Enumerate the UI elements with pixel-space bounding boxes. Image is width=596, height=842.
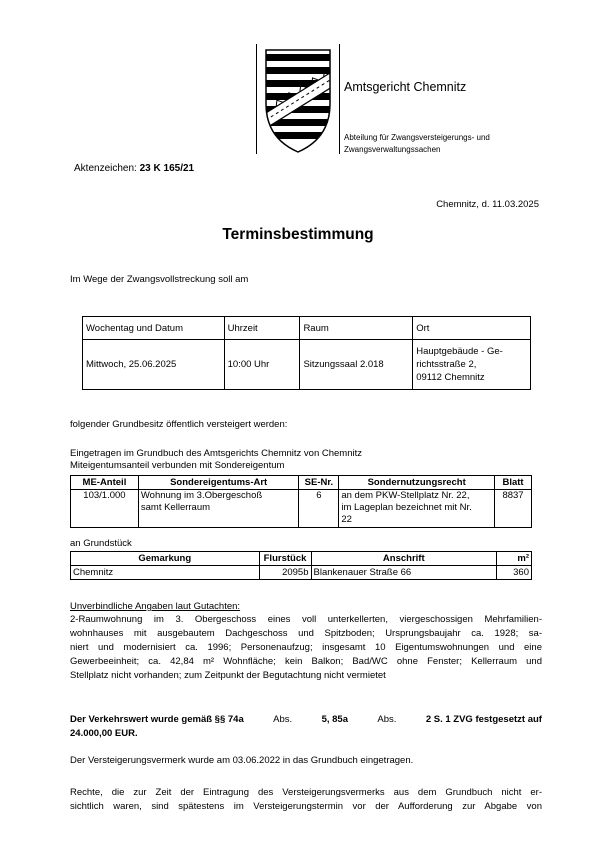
header-cell: Blatt bbox=[495, 476, 532, 490]
header-cell: Wochentag und Datum bbox=[83, 317, 225, 340]
place-line: 09112 Chemnitz bbox=[416, 372, 485, 383]
intro-text: Im Wege der Zwangsvollstreckung soll am bbox=[70, 274, 249, 285]
property-table bbox=[70, 475, 532, 528]
appraisal-line: 2-Raumwohnung im 3. Obergeschoss eines voll unterkellerten, viergeschossigen Mehrfamilien- bbox=[70, 614, 542, 625]
an-grundstueck: an Grundstück bbox=[70, 538, 132, 549]
court-name: Amtsgericht Chemnitz bbox=[344, 80, 467, 94]
registry-line: Eingetragen im Grundbuch des Amtsgerichts Chemnitz von Chemnitz bbox=[70, 448, 362, 459]
market-value-part: Abs. bbox=[273, 714, 293, 725]
file-ref-label: Aktenzeichen: bbox=[74, 163, 137, 174]
header-cell: Sondernutzungsrecht bbox=[339, 476, 495, 490]
header-cell: SE-Nr. bbox=[299, 476, 339, 490]
parcel-cell: 2095b bbox=[259, 566, 311, 580]
appraisal-line: niert und modernisiert ca. 1996; Personenaufzug; insgesamt 10 Eigentumswohnungen und eine bbox=[70, 642, 542, 653]
table-row bbox=[71, 476, 532, 490]
file-reference bbox=[74, 163, 194, 174]
market-value-part: 5, 85a bbox=[321, 714, 348, 725]
type-line: samt Kellerraum bbox=[140, 502, 211, 513]
rights-line: Rechte, die zur Zeit der Eintragung des Versteigerungsvermerks aus dem Grundbuch nicht er- bbox=[70, 787, 542, 798]
usage-line: im Lageplan bezeichnet mit Nr. bbox=[341, 502, 472, 513]
market-value-part: Abs. bbox=[377, 714, 397, 725]
table-row bbox=[71, 566, 532, 580]
appraisal-text bbox=[70, 613, 542, 683]
header-cell: Flurstück bbox=[259, 552, 311, 566]
sheet-cell: 8837 bbox=[495, 490, 532, 528]
auction-text: folgender Grundbesitz öffentlich versteigert werden: bbox=[70, 419, 288, 430]
place-line: richtsstraße 2, bbox=[416, 359, 477, 370]
table-row bbox=[83, 340, 531, 390]
header-cell: Ort bbox=[413, 317, 531, 340]
registry-line: Miteigentumsanteil verbunden mit Sondereigentum bbox=[70, 460, 285, 471]
department-line: Abteilung für Zwangsversteigerungs- und bbox=[344, 133, 490, 142]
header-cell: Anschrift bbox=[311, 552, 497, 566]
rights-line: sichtlich waren, sind spätestens im Versteigerungstermin vor der Aufforderung zur Abgabe von bbox=[70, 801, 542, 812]
appointment-table bbox=[82, 316, 531, 390]
market-value-part: Der Verkehrswert wurde gemäß §§ 74a bbox=[70, 714, 244, 725]
area-cell: 360 bbox=[497, 566, 532, 580]
department bbox=[344, 132, 544, 156]
registry-info bbox=[70, 448, 362, 472]
appraisal-heading: Unverbindliche Angaben laut Gutachten: bbox=[70, 601, 241, 612]
time-cell: 10:00 Uhr bbox=[224, 340, 300, 390]
usage-line: an dem PKW-Stellplatz Nr. 22, bbox=[341, 490, 470, 501]
usage-cell bbox=[339, 490, 495, 528]
file-ref-value: 23 K 165/21 bbox=[139, 163, 195, 174]
header-cell: Sondereigentums-Art bbox=[138, 476, 299, 490]
district-cell: Chemnitz bbox=[71, 566, 260, 580]
registration-note: Der Versteigerungsvermerk wurde am 03.06.2022 in das Grundbuch eingetragen. bbox=[70, 755, 414, 766]
appraisal-line: Gewerbeeinheit; ca. 42,84 m² Wohnfläche; kein Balkon; Bad/WC ohne Fenster; Kellerraum und bbox=[70, 656, 542, 667]
place-cell bbox=[413, 340, 531, 390]
table-row bbox=[71, 552, 532, 566]
header-cell: Gemarkung bbox=[71, 552, 260, 566]
header-cell: Uhrzeit bbox=[224, 317, 300, 340]
address-cell: Blankenauer Straße 66 bbox=[311, 566, 497, 580]
header-cell: ME-Anteil bbox=[71, 476, 139, 490]
appraisal-line: Stellplatz nicht vorhanden; zum Zeitpunkt der Begutachtung nicht vermietet bbox=[70, 670, 386, 681]
appraisal-line: wohnhauses mit ausgebautem Dachgeschoss und Spitzboden; Ursprungsbaujahr ca. 1928; sa- bbox=[70, 628, 542, 639]
type-cell bbox=[138, 490, 299, 528]
room-cell: Sitzungssaal 2.018 bbox=[300, 340, 413, 390]
se-nr-cell: 6 bbox=[299, 490, 339, 528]
table-row bbox=[83, 317, 531, 340]
header-cell: m² bbox=[497, 552, 532, 566]
date-cell: Mittwoch, 25.06.2025 bbox=[83, 340, 225, 390]
market-value bbox=[70, 713, 542, 741]
place-date: Chemnitz, d. 11.03.2025 bbox=[436, 199, 539, 210]
rights-text bbox=[70, 786, 542, 814]
document-title: Terminsbestimmung bbox=[222, 226, 374, 243]
market-value-line bbox=[70, 713, 542, 727]
market-value-part: 2 S. 1 ZVG festgesetzt auf bbox=[425, 714, 542, 725]
market-value-amount: 24.000,00 EUR. bbox=[70, 728, 138, 739]
lot-table bbox=[70, 551, 532, 580]
table-row bbox=[71, 490, 532, 528]
header-cell: Raum bbox=[300, 317, 413, 340]
saxony-shield-icon bbox=[256, 42, 340, 158]
type-line: Wohnung im 3.Obergeschoß bbox=[140, 490, 263, 501]
department-line: Zwangsverwaltungssachen bbox=[344, 145, 441, 154]
share-cell: 103/1.000 bbox=[71, 490, 139, 528]
coat-of-arms bbox=[256, 42, 340, 158]
place-line: Hauptgebäude - Ge- bbox=[416, 346, 503, 357]
usage-line: 22 bbox=[341, 514, 352, 525]
